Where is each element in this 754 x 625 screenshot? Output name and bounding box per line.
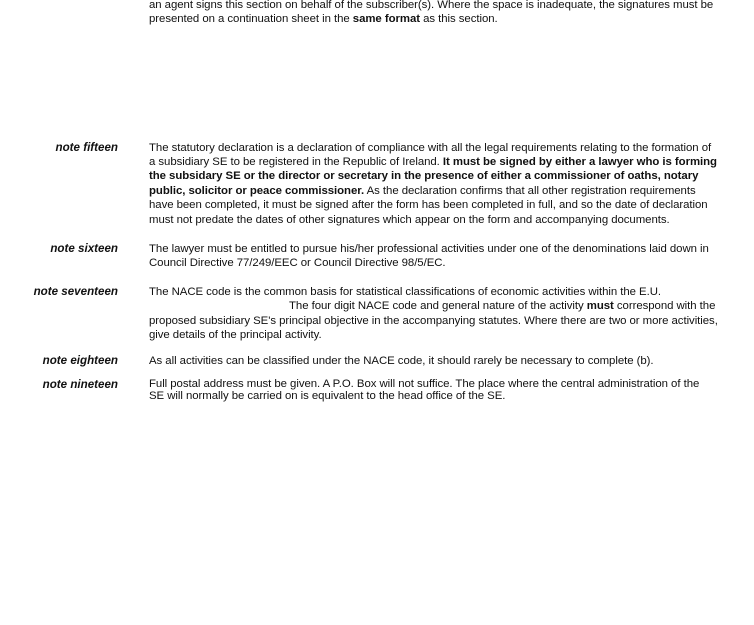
note-seventeen-line-2: The four digit NACE code and general nature of the activity must correspond with the (289, 300, 716, 312)
note-seventeen-label: note seventeen (33, 285, 118, 298)
note-seventeen-line-1: The NACE code is the common basis for statistical classifications of economic activities within the E.U. (149, 286, 662, 298)
note-seventeen-line-3: proposed subsidiary SE's principal objective in the accompanying statutes. Where there are two or more activities, (149, 315, 718, 327)
note-nineteen-line-1: Full postal address must be given. A P.O. Box will not suffice. The place where the central administration of the (149, 378, 700, 390)
note-fifteen-line-3: the subsidary SE or the director or secretary in the presence of either a commissioner of oaths, notary (149, 170, 699, 182)
note-fifteen-label: note fifteen (55, 141, 118, 154)
intro-line-2: presented on a continuation sheet in the same format as this section. (149, 13, 498, 25)
note-seventeen-line-4: give details of the principal activity. (149, 329, 322, 341)
note-sixteen-label: note sixteen (50, 242, 118, 255)
note-sixteen-line-2: Council Directive 77/249/EEC or Council Directive 98/5/EC. (149, 257, 446, 269)
note-nineteen-line-2: SE will normally be carried on is equivalent to the head office of the SE. (149, 390, 506, 402)
same-format-emphasis: same format (352, 13, 420, 25)
note-fifteen-line-4: public, solicitor or peace commissioner. As the declaration confirms that all other registration requirements (149, 185, 696, 197)
intro-line-1: an agent signs this section on behalf of the subscriber(s). Where the space is inadequate, the signatures must be (149, 0, 714, 11)
note-nineteen-label: note nineteen (42, 378, 118, 391)
note-fifteen-line-6: must not predate the dates of other signatures which appear on the form and accompanying documents. (149, 214, 670, 226)
note-fifteen-line-5: have been completed, it must be signed after the form has been completed in full, and so the date of declaration (149, 199, 708, 211)
note-eighteen-line-1: As all activities can be classified under the NACE code, it should rarely be necessary to complete (b). (149, 355, 654, 367)
note-sixteen-line-1: The lawyer must be entitled to pursue his/her professional activities under one of the denominations laid down in (149, 243, 709, 255)
note-eighteen-label: note eighteen (42, 354, 118, 367)
note-fifteen-line-1: The statutory declaration is a declaration of compliance with all the legal requirements relating to the formation of (149, 142, 712, 154)
note-fifteen-line-2: a subsidiary SE to be registered in the Republic of Ireland. It must be signed by either a lawyer who is forming (149, 156, 717, 168)
